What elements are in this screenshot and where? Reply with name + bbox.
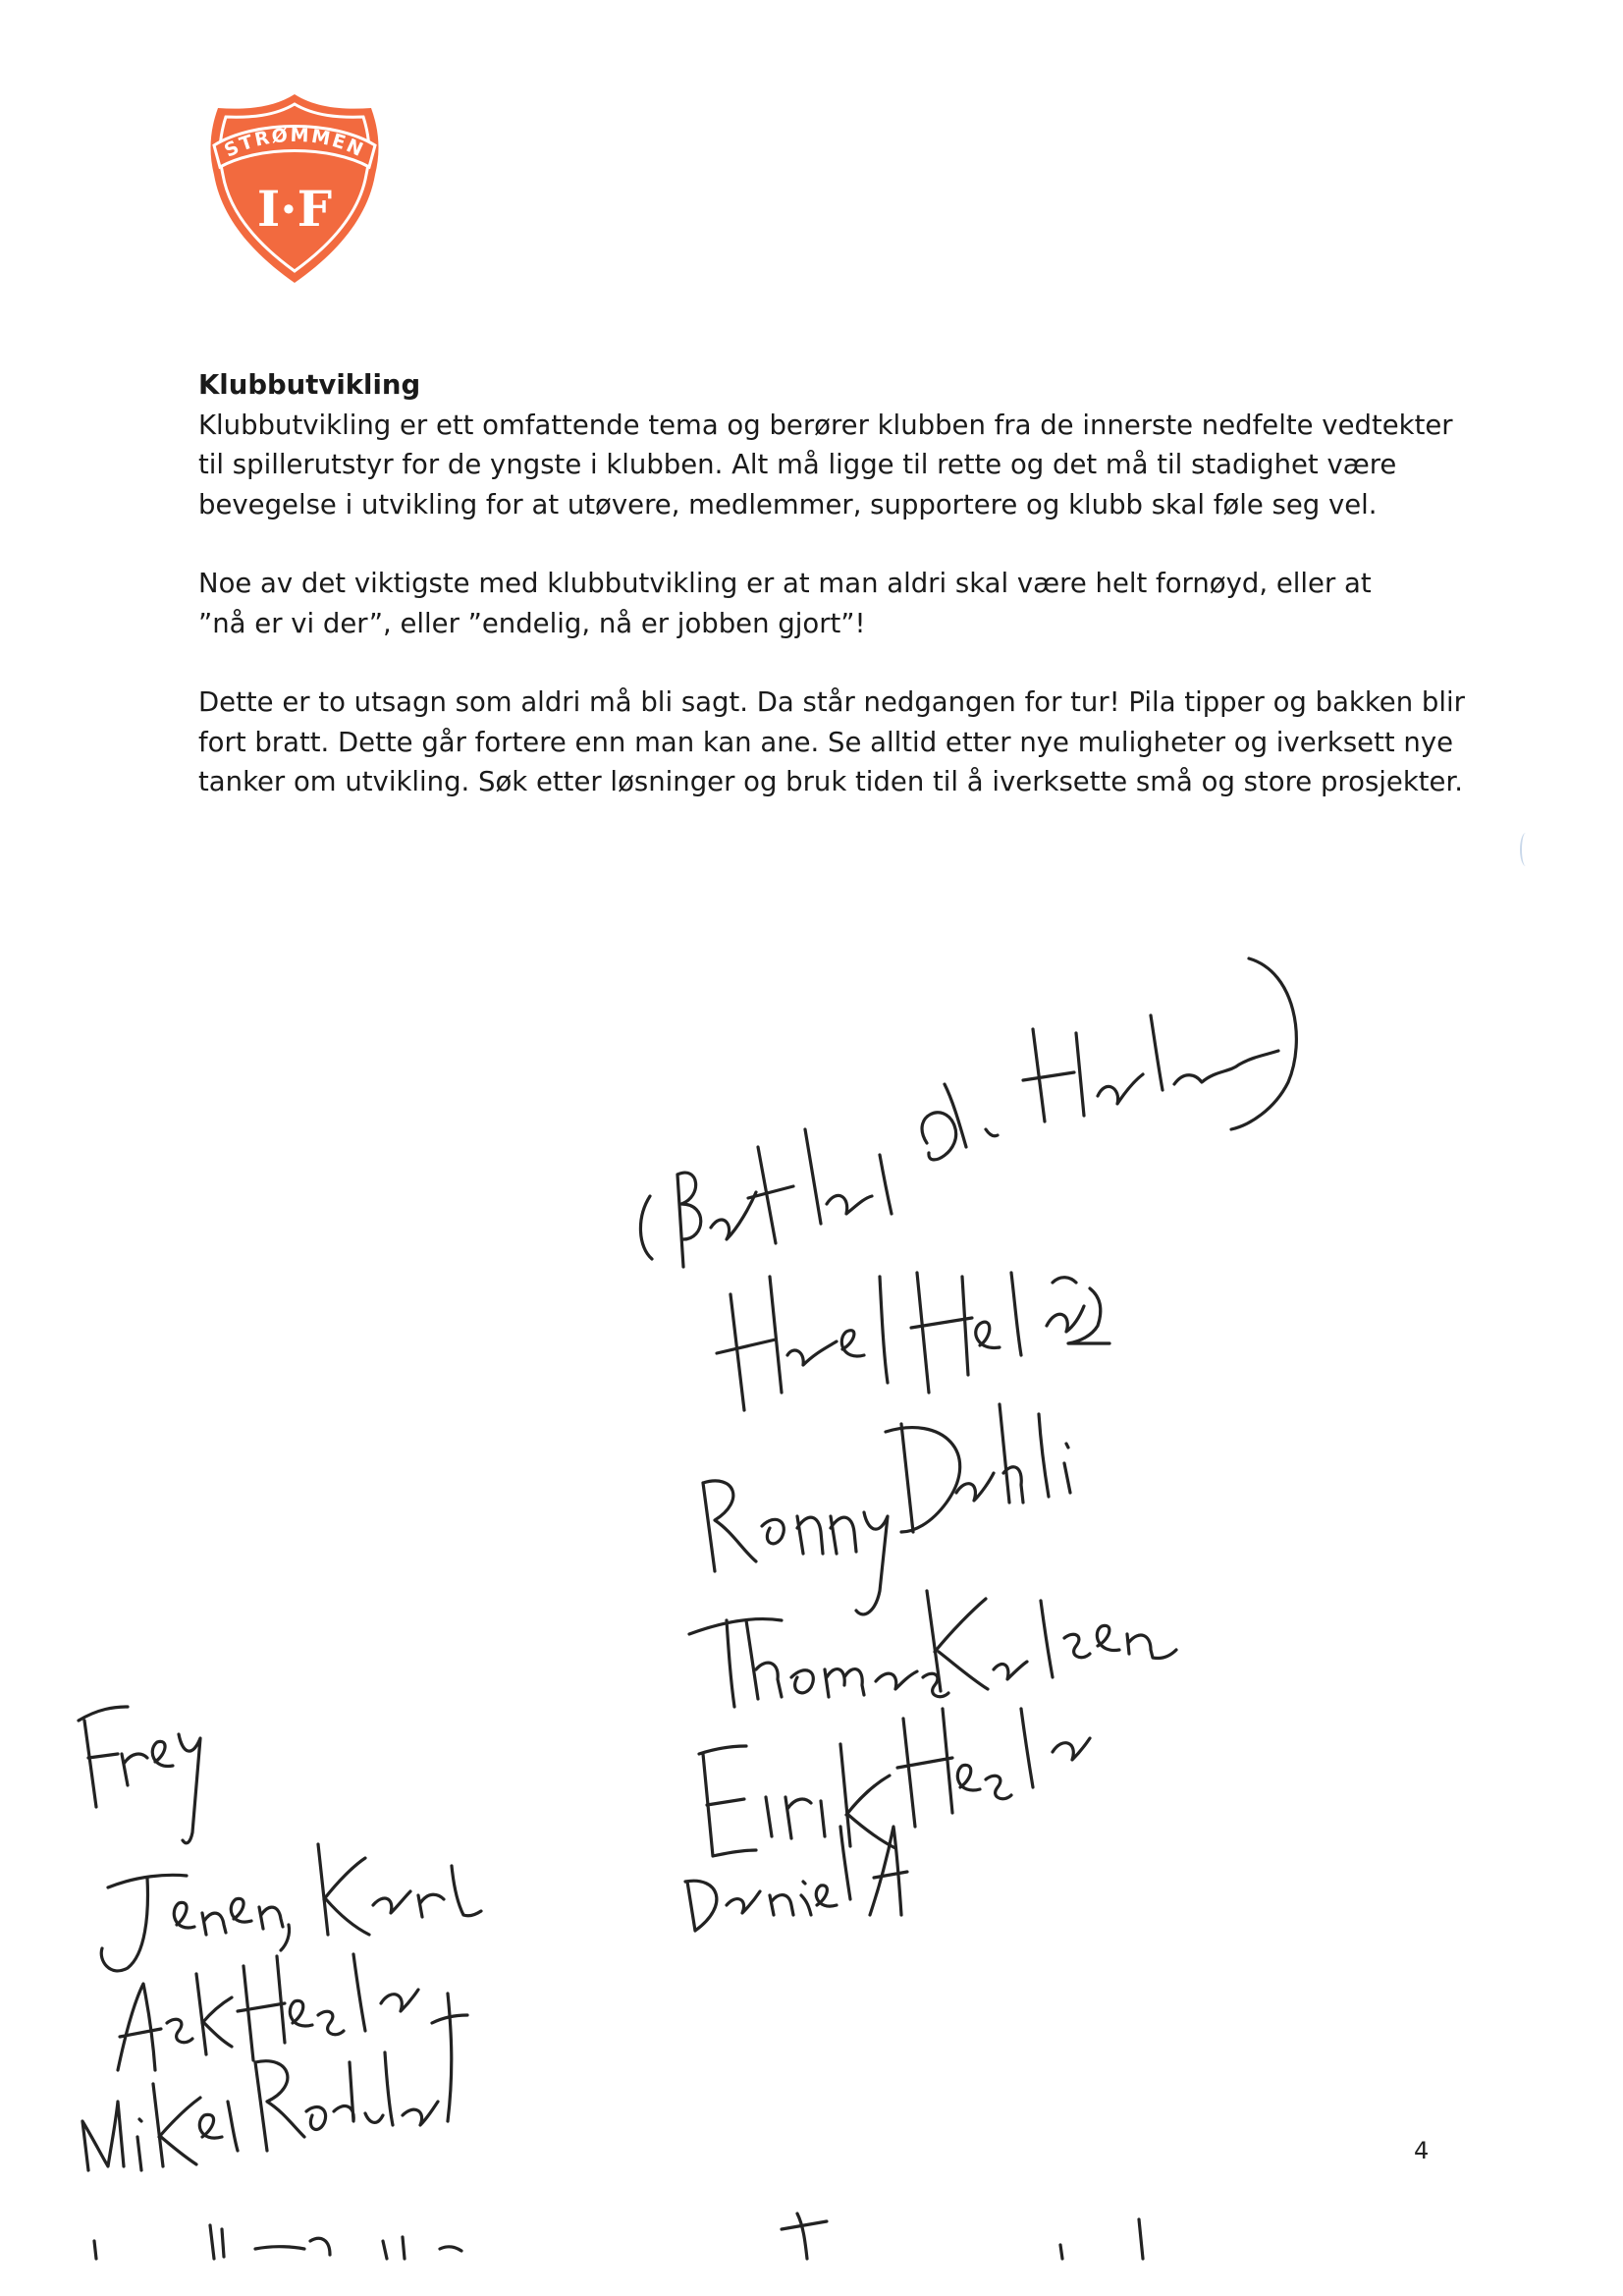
- signature-6: [685, 1827, 907, 1931]
- signature-1: [640, 958, 1296, 1267]
- paragraph-line: ”nå er vi der”, eller ”endelig, nå er jobben gjort”!: [198, 607, 866, 639]
- signature-2: [717, 1273, 1109, 1410]
- signature-7: [79, 1707, 200, 1843]
- paragraph-line: fort bratt. Dette går fortere enn man kan ane. Se alltid etter nye muligheter og iverksett nye: [198, 726, 1454, 758]
- section-heading: Klubbutvikling: [198, 369, 421, 401]
- paragraph-line: bevegelse i utvikling for at utøvere, medlemmer, supportere og klubb skal føle seg vel.: [198, 488, 1378, 520]
- signature-10: [82, 1994, 467, 2170]
- paragraph-line: Dette er to utsagn som aldri må bli sagt. Da står nedgangen for tur! Pila tipper og bakken blir: [198, 686, 1465, 718]
- signature-4: [689, 1591, 1176, 1707]
- logo-main-text: I·F: [256, 180, 333, 238]
- signature-8: [101, 1844, 481, 1971]
- logo-banner-text: STRØMMEN: [221, 124, 368, 162]
- paragraph-line: tanker om utvikling. Søk etter løsninger og bruk tiden til å iverksette små og store prosjekter.: [198, 766, 1463, 797]
- paragraph-line: til spillerutstyr for de yngste i klubben. Alt må ligge til rette og det må til stadighet være: [198, 449, 1397, 480]
- page-number: 4: [1414, 2137, 1430, 2164]
- signature-3: [703, 1404, 1070, 1614]
- paragraph-line: Noe av det viktigste med klubbutvikling er at man aldri skal være helt fornøyd, eller at: [198, 568, 1372, 599]
- paragraph-line: Klubbutvikling er ett omfattende tema og berører klubben fra de innerste nedfelte vedtekter: [198, 409, 1453, 441]
- handwriting-fragments-bottom: [94, 2214, 1143, 2259]
- signature-9: [118, 1954, 418, 2070]
